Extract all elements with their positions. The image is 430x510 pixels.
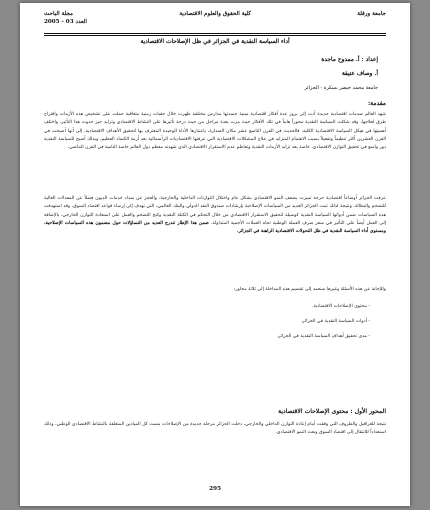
header-divider [44,33,386,36]
author-affiliation: جامعة محمد خيضر بسكرة - الجزائر [304,85,378,91]
journal-page [20,3,410,506]
section-1-heading: المحور الأول : محتوى الإصلاحات الاقتصادية [278,408,386,415]
intro-paragraph-2-emphasis: ضمن هذا الإطار تندرج العديد من التساؤلات حول مضمون هذه السياسات الإصلاحية، ومستوى أداء السياسة النقدية في ظل التحولات الاقتصادية الراهنة في الجزائر. [44,220,386,235]
list-item: - محتوى الإصلاحات الاقتصادية. [44,299,370,314]
journal-header [44,11,386,25]
university-name: جامعة ورقلة [357,11,386,17]
issue-info: العدد 03 - 2005 [44,19,87,25]
faculty-name: كلية الحقوق والعلوم الاقتصادية [179,11,251,17]
page-number: 295 [208,486,222,492]
article-title: أداء السياسة النقدية في الجزائر في ظل الإصلاحات الاقتصادية [140,39,290,45]
journal-name: مجلة الباحث [44,11,74,17]
author-2: أ. وصاف عتيقة [341,71,378,77]
author-block [304,53,378,95]
outline-list [44,299,370,344]
intro-paragraph-3: وللإجابة عن هذه الأسئلة وغيرها سنعمد إلى تقسيم هذه المداخلة إلى ثلاثة محاور: [233,287,386,292]
author-1: إعداد : أ. ممدوح ماجدة [321,57,378,63]
list-item: - مدى تحقيق أهداف السياسة النقدية في الجزائر. [44,329,370,344]
intro-paragraph-2-text: عرفت الجزائر أوضاعاً اقتصادية حرجة تميزت بضعف النمو الاقتصادي بشكل عام واختلال التوازنات الداخلية والخارجية، والعجز عن سداد خدمات الديون فضلاً عن المعدلات العالية للتضخم والبطالة، ونتيجة لذلك تبنت الجزائر العديد من السياسات الإصلاحية بإرشادات صندوق النقد الدولي والبنك العالمي، التي تهدف إلى إرساء قواعد اقتصاد السوق، وقد استهدفت هذه السياسات ضمن أدواتها السياسة النقدية كوسيلة لتحقيق الاستقرار الاقتصادي من خلال التحكم في الكتلة النقدية وكبح التضخم والعمل على استعادة التوازن الخارجي، بالإضافة إلى العمل أيضاً على التأثير في سعر صرف العملة الوطنية تجاه العملات الأجنبية المتداولة. [44,196,387,226]
list-item: - أدوات السياسة النقدية في الجزائر. [44,314,370,329]
intro-heading: مقدمة: [367,100,386,107]
intro-paragraph-2 [44,195,386,236]
intro-paragraph-1: شهد العالم صدمات اقتصادية جديدة أدت إلى بروز عدة أفكار اقتصادية مبنية جسدتها مدارس مختلفة ظهرت خلال حقبات زمنية متعاقبة حملت على تشخيص هذه الأزمات واقتراح طرق لعلاجها، وقد شكلت السياسة النقدية محوراً هاماً في تلك الأفكار حيث مرت بعدة مراحل من حيث درجة تأثيرها على النشاط الاقتصادي وتزايد حيز حدوث هذا التأثير، واختلف أهميتها في هيكل السياسة الاقتصادية الكلية، فالحديث في القرن التاسع عشر مكان الصدارة، باعتبارها الأداة الوحيدة المعترف بها لتحقيق الأهداف الاقتصادية، إلى أنها أصبحت في القرن العشرين أكثر تنظيماً وتفعيلاً بسبب الاهتمام المتزايد في علاج المشكلات الاقتصادية التي عرفتها الاقتصاديات الرأسمالية بعد أزمة الكساد العظيم، وبذلك أصبح للسياسة النقدية دور واسع في تحقيق التوازن الاقتصادي، خاصة بعد تزايد الأزمات النقدية وتعاظم عدم الاستقرار الاقتصادي الذي شهدته معظم دول العالم خاصة النامية في القرن الماضي. [44,112,386,151]
section-1-paragraph: نتيجة للعراقيل والظروف التي وقفت أمام إعادة التوازن الداخلي والخارجي، دخلت الجزائر مرحلة جديدة من الإصلاحات مست كل الميادين المتعلقة بالنشاط الاقتصادي الوطني، وذلك استعداداً للانتقال إلى اقتصاد السوق وبعث النمو الاقتصادي. [44,422,386,436]
